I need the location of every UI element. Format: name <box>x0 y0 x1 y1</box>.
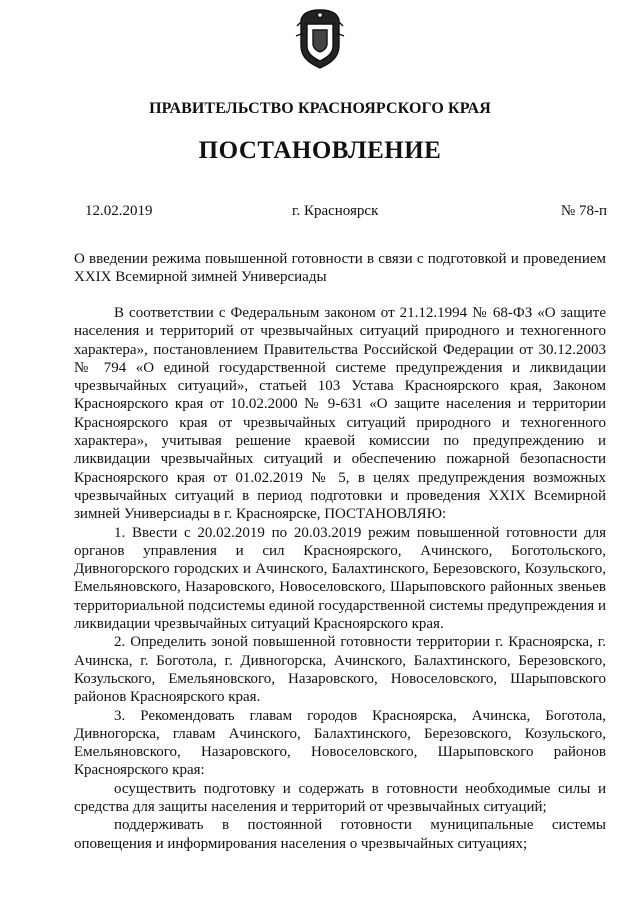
document-date: 12.02.2019 <box>85 203 153 219</box>
document-number: № 78-п <box>560 203 607 219</box>
document-type-title: ПОСТАНОВЛЕНИЕ <box>198 137 442 164</box>
clause-3-item-warning: поддерживать в постоянной готовности муниципальные системы оповещения и информирования населения о чрезвычайных ситуациях; <box>74 817 606 852</box>
clause-2-paragraph: 2. Определить зоной повышенной готовности территории г. Красноярска, г. Ачинска, г. Боготола, г. Дивногорска, Ачинского, Балахтинского, Березовского, Козульского, Емельяновского, Назаровского, Новоселовского, Шарыповского районов Красноярского края. <box>74 634 606 706</box>
document-body <box>74 304 606 853</box>
government-name: ПРАВИТЕЛЬСТВО КРАСНОЯРСКОГО КРАЯ <box>149 100 491 117</box>
clause-3-paragraph: 3. Рекомендовать главам городов Красноярска, Ачинска, Боготола, Дивногорска, главам Ачинского, Балахтинского, Березовского, Козульского, Емельяновского, Назаровского, Новоселовского, Шарыповского районов Красноярского края: <box>74 707 606 779</box>
clause-1-paragraph: 1. Ввести с 20.02.2019 по 20.03.2019 режим повышенной готовности для органов управления и сил Красноярского, Ачинского, Боготольского, Дивногорского городских и Ачинского, Балахтинского, Березовского, Козульского, Емельяновского, Назаровского, Новоселовского, Шарыповского районных звеньев территориальной подсистемы единой государственной системы предупреждения и ликвидации чрезвычайных ситуаций Красноярского края. <box>74 524 606 633</box>
coat-of-arms-emblem <box>293 6 347 70</box>
document-city: г. Красноярск <box>292 203 379 219</box>
document-subject: О введении режима повышенной готовности в связи с подготовкой и проведением XXIX Всемирной зимней Универсиады <box>74 251 606 285</box>
preamble-paragraph: В соответствии с Федеральным законом от 21.12.1994 № 68-ФЗ «О защите населения и территорий от чрезвычайных ситуаций природного и техногенного характера», постановлением Правительства Российской Федерации от 30.12.2003 № 794 «О единой государственной системе предупреждения и ликвидации чрезвычайных ситуаций», статьей 103 Устава Красноярского края, Законом Красноярского края от 10.02.2000 № 9-631 «О защите населения и территории Красноярского края от чрезвычайных ситуаций природного и техногенного характера», учитывая решение краевой комиссии по предупреждению и ликвидации чрезвычайных ситуаций и обеспечению пожарной безопасности Красноярского края от 01.02.2019 № 5, в целях предупреждения возможных чрезвычайных ситуаций в период подготовки и проведения XXIX Всемирной зимней Универсиады в г. Красноярске, ПОСТАНОВЛЯЮ: <box>74 305 606 523</box>
clause-3-item-forces: осуществить подготовку и содержать в готовности необходимые силы и средства для защиты населения и территорий от чрезвычайных ситуаций; <box>74 780 606 816</box>
